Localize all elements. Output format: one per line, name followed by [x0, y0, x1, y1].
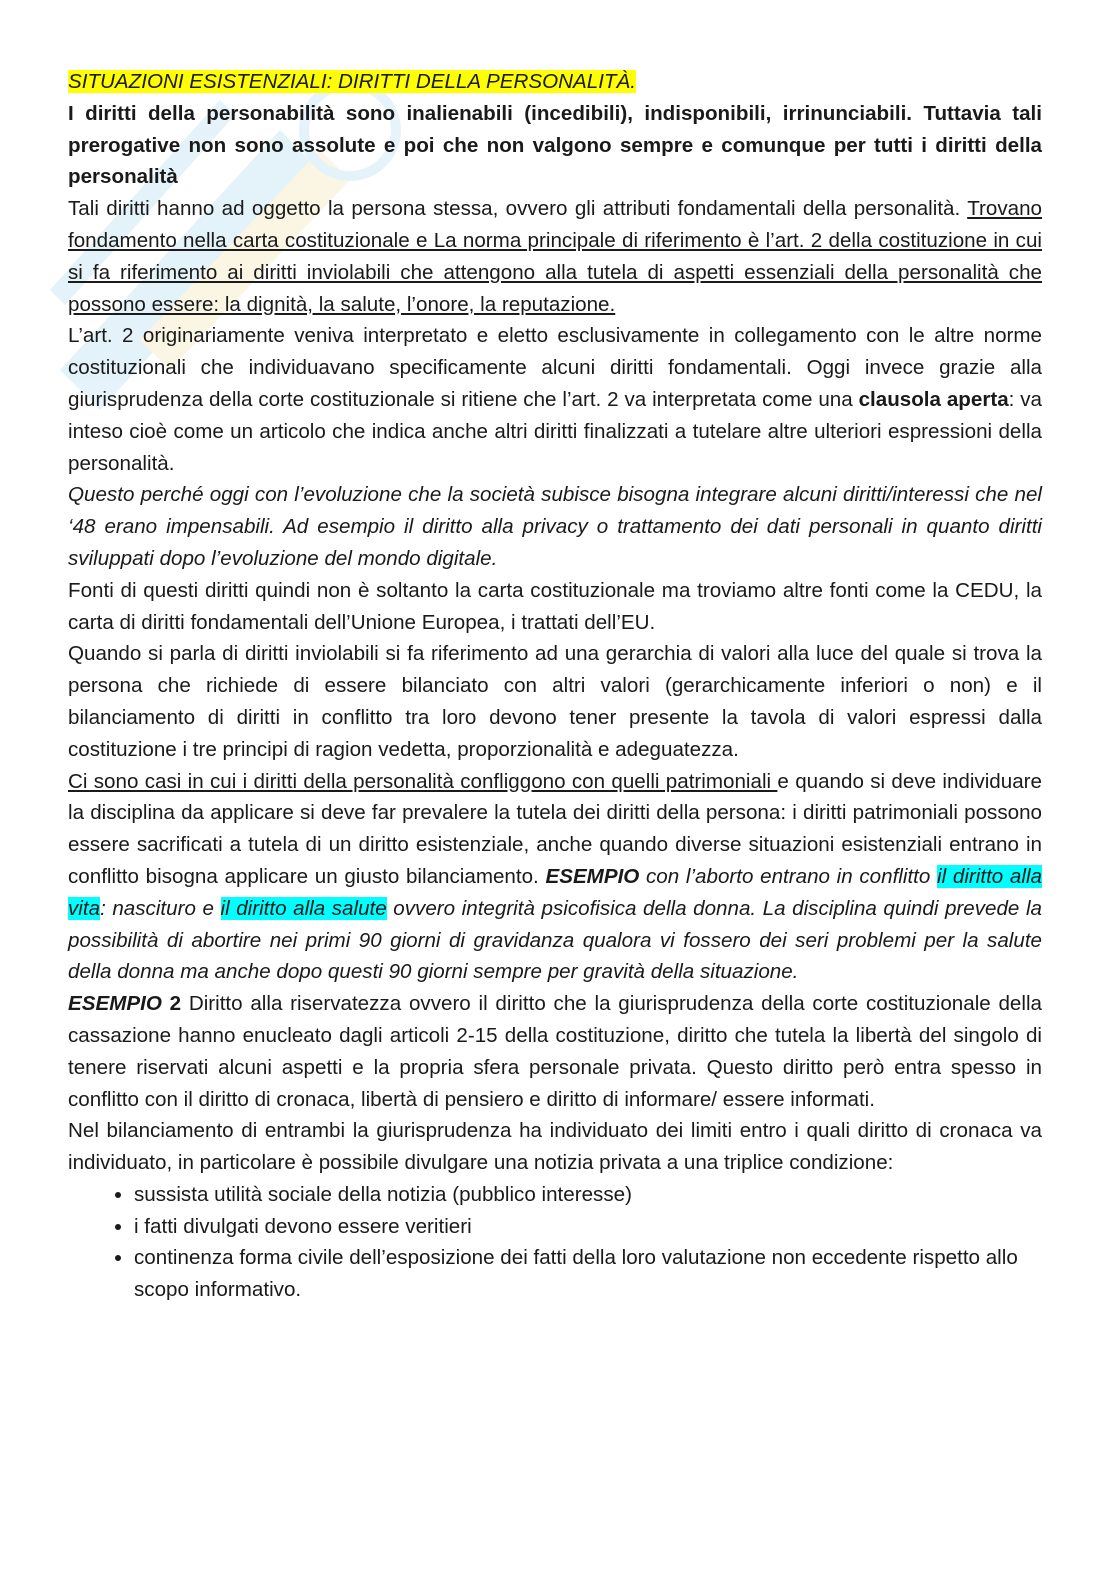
esempio-number: 2 [161, 992, 182, 1016]
list-item: • continenza forma civile dell’esposizione dei fatti della loro valutazione non eccedente rispetto allo scopo informativo. [134, 1242, 1042, 1306]
paragraph-fondamento [68, 193, 1042, 320]
p6-text: e quando si deve individuare la disciplina da applicare si deve far prevalere la tutela dei diritti della persona: i diritti patrimoniali possono essere sacrificati a tutela di un diritto esistenziale, anche quando diverse situazioni esistenziali entrano in conflitto bisogna applicare un giusto bilanciamento. [68, 769, 1042, 888]
highlight-diritto-vita: il diritto alla vita [68, 864, 1042, 920]
list-item: • sussista utilità sociale della notizia (pubblico interesse) [134, 1179, 1042, 1211]
p2-text-b: : va inteso cioè come un articolo che indica anche altri diritti finalizzati a tutelare altre ulteriori espressioni della personalità. [68, 387, 1042, 475]
esempio-label-1: ESEMPIO [545, 864, 640, 888]
p6-italic-3: ovvero integrità psicofisica della donna. La disciplina quindi prevede la possibilità di abortire nei primi 90 giorni di gravidanza qualora vi fossero dei seri problemi per la salute della donna ma anche dopo questi 90 giorni sempre per gravità della situazione. [68, 896, 1042, 984]
paragraph-fonti: Fonti di questi diritti quindi non è soltanto la carta costituzionale ma troviamo altre fonti come la CEDU, la carta di diritti fondamentali dell’Unione Europea, i trattati dell’EU. [68, 578, 1042, 634]
intro-paragraph: I diritti della personabilità sono inalienabili (incedibili), indisponibili, irrinunciabili. Tuttavia tali prerogative non sono assolute e poi che non valgono sempre e comunque per tutti i diritti della personalità [68, 101, 1042, 189]
section-title: SITUAZIONI ESISTENZIALI: DIRITTI DELLA PERSONALITÀ. [68, 70, 636, 93]
paragraph-gerarchia: Quando si parla di diritti inviolabili si fa riferimento ad una gerarchia di valori alla luce del quale si trova la persona che richiede di essere bilanciato con altri valori (gerarchicamente inferiori o non) e il bilanciamento di diritti in conflitto tra loro devono tener presente la tavola di valori espressi dalla costituzione i tre principi di ragion vedetta, proporzionalità e adeguatezza. [68, 642, 1042, 761]
p1-underlined: Trovano fondamento nella carta costituzionale e La norma principale di riferimento è l’art. 2 della costituzione in cui si fa riferimento ai diritti inviolabili che attengono alla tutela di aspetti essenziali della personalità che possono essere: la dignità, la salute, l’onore, la reputazione. [68, 197, 1042, 316]
paragraph-art2 [68, 320, 1042, 479]
p7-text: Diritto alla riservatezza ovvero il diritto che la giurisprudenza della corte costituzionale della cassazione hanno enucleato dagli articoli 2-15 della costituzione, diritto che tutela la libertà del singolo di tenere riservati alcuni aspetti e la propria sfera personale privata. Questo diritto però entra spesso in conflitto con il diritto di cronaca, libertà di pensiero e diritto di informare/ essere informati. [68, 992, 1042, 1111]
conditions-list [68, 1179, 1042, 1306]
p1-text: Tali diritti hanno ad oggetto la persona stessa, ovvero gli attributi fondamentali della personalità. [68, 197, 968, 221]
list-item: • i fatti divulgati devono essere veritieri [134, 1211, 1042, 1243]
paragraph-conflitto [68, 766, 1042, 989]
highlight-diritto-salute: il diritto alla salute [220, 896, 387, 920]
paragraph-bilanciamento: Nel bilanciamento di entrambi la giurisprudenza ha individuato dei limiti entro i quali diritto di cronaca va individuato, in particolare è possibile divulgare una notizia privata a una triplice condizione: [68, 1119, 1042, 1175]
paragraph-evoluzione: Questo perché oggi con l’evoluzione che la società subisce bisogna integrare alcuni diritti/interessi che nel ‘48 erano impensabili. Ad esempio il diritto alla privacy o trattamento dei dati personali in quanto diritti sviluppati dopo l’evoluzione del mondo digitale. [68, 483, 1042, 570]
p6-italic-1: con l’aborto entrano in conflitto [639, 864, 938, 888]
esempio-label-2: ESEMPIO [68, 992, 162, 1016]
p6-italic-2: : nascituro e [100, 896, 221, 920]
p2-text-a: L’art. 2 originariamente veniva interpretato e eletto esclusivamente in collegamento con le altre norme costituzionali che individuavano specificamente alcuni diritti fondamentali. Oggi invece grazie alla giurisprudenza della corte costituzionale si ritiene che l’art. 2 va interpretata come una [68, 324, 1042, 411]
clausola-aperta: clausola aperta [858, 387, 1009, 411]
paragraph-riservatezza [68, 988, 1042, 1115]
p6-underlined: Ci sono casi in cui i diritti della personalità confliggono con quelli patrimoniali [68, 769, 778, 793]
document-page [68, 66, 1042, 1306]
